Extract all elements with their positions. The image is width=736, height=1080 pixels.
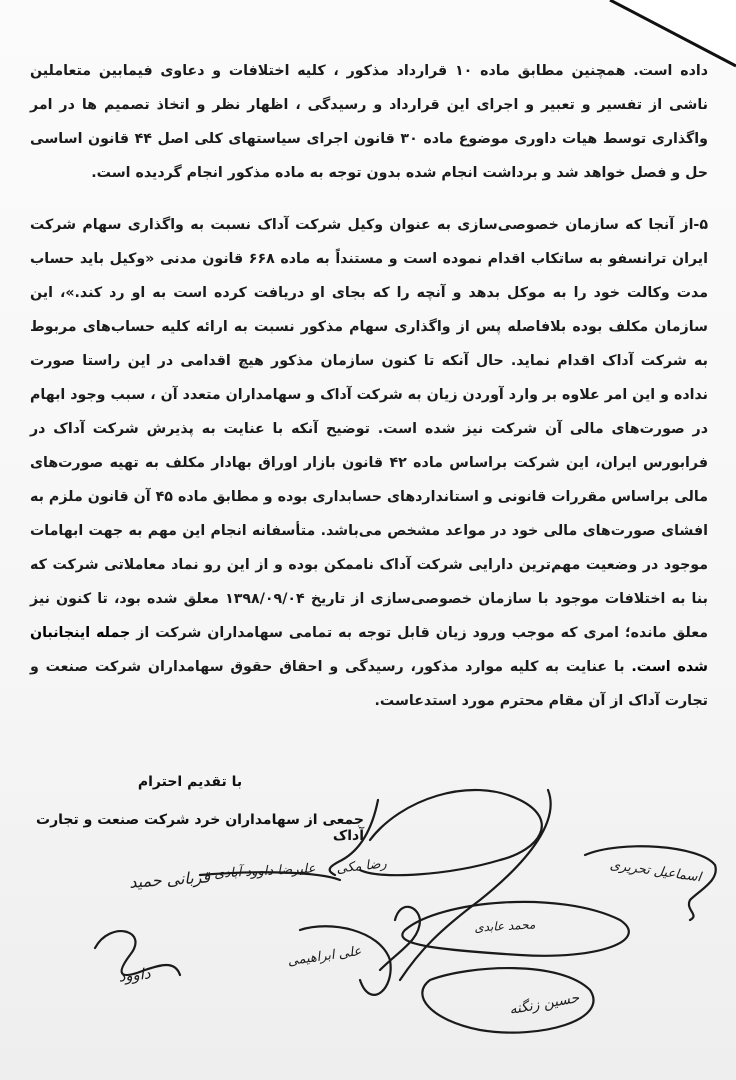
signature-7: حسین زنگنه: [508, 990, 581, 1019]
closing-signatory-group: جمعی از سهامداران خرد شرکت صنعت و تجارت آداک: [36, 812, 364, 844]
closing-respect: با تقدیم احترام: [137, 774, 243, 790]
signature-3: رضا مکی: [335, 856, 388, 877]
signature-2: علیرضا داوود آبادی: [213, 861, 316, 882]
signature-8: داوود: [117, 964, 152, 986]
paragraph-item-5-main: ۵-از آنجا که سازمان خصوصی‌سازی به عنوان وکیل شرکت آداک نسبت به واگذاری سهام شرکت ایران ترانسفو به ساتکاب اقدام نموده است و مستنداً به ماده ۶۶۸ قانون مدنی «وکیل باید حساب مدت وکالت خود را به موکل بدهد و آنچه را که بجای او دریافت کرده است به او رد کند.»، این سازمان مکلف بوده بلافاصله پس از واگذاری سهام مذکور نسبت به ارائه کلیه حساب‌های مربوط به شرکت آداک اقدام نماید. حال آنکه تا کنون سازمان مذکور هیچ اقدامی در این راستا صورت نداده و این امر علاوه بر وارد آوردن زیان به شرکت آداک و سهامداران متعدد آن ، سبب وجود ابهام در صورت‌های مالی آن شرکت نیز شده است. توضیح آنکه با عنایت به پذیرش شرکت آداک در فرابورس ایران، این شرکت براساس ماده ۴۲ قانون بازار اوراق بهادار مکلف به تهیه صورت‌های مالی براساس مقررات قانونی و استانداردهای حسابداری بوده و مطابق ماده ۴۵ آن قانون ملزم به افشای صورت‌های مالی خود در مواعد مشخص می‌باشد. متأسفانه انجام این مهم به جهت ابهامات موجود در وضعیت مهم‌ترین دارایی شرکت آداک ناممکن بوده و از این رو نماد معاملاتی شرکت که بنا به اختلافات موجود با سازمان خصوصی‌سازی از تاریخ ۱۳۹۸/۰۹/۰۴ معلق شده بود، تا کنون نیز معلق مانده؛ امری که موجب ورود زیان قابل توجه به تمامی سهامداران شرکت از: [30, 217, 709, 641]
paragraph-arbitration: داده است. همچنین مطابق ماده ۱۰ قرارداد مذکور ، کلیه اختلافات و دعاوی فیمابین متعاملین ناشی از تفسیر و تعبیر و اجرای این قرارداد و رسیدگی ، اظهار نظر و اتخاذ تصمیم ها در امر واگذاری توسط هیات داوری موضوع ماده ۳۰ قانون اجرای سیاستهای کلی اصل ۴۴ قانون اساسی حل و فصل خواهد شد و برداشت انجام شده بدون توجه به ماده مذکور انجام گردیده است.: [30, 63, 708, 181]
paragraph-item-5: [30, 208, 708, 718]
paragraph-item-5-request: با عنایت به کلیه موارد مذکور، رسیدگی و احقاق حقوق سهامداران شرکت صنعت و تجارت آداک از آن مقام محترم مورد استدعاست.: [30, 659, 708, 709]
signature-loop-1: [360, 790, 542, 875]
signature-4: اسماعیل تحریری: [608, 857, 702, 886]
signature-5: محمد عابدی: [473, 917, 536, 935]
letter-body: [30, 54, 708, 718]
emphasized-phrase: جمله اینجانبان شده است.: [30, 625, 708, 675]
signature-1: قربانی حمید: [128, 867, 211, 892]
signatures-area: [0, 780, 736, 1080]
signature-strokes: [95, 790, 716, 1033]
signature-6: علی ابراهیمی: [286, 943, 363, 970]
